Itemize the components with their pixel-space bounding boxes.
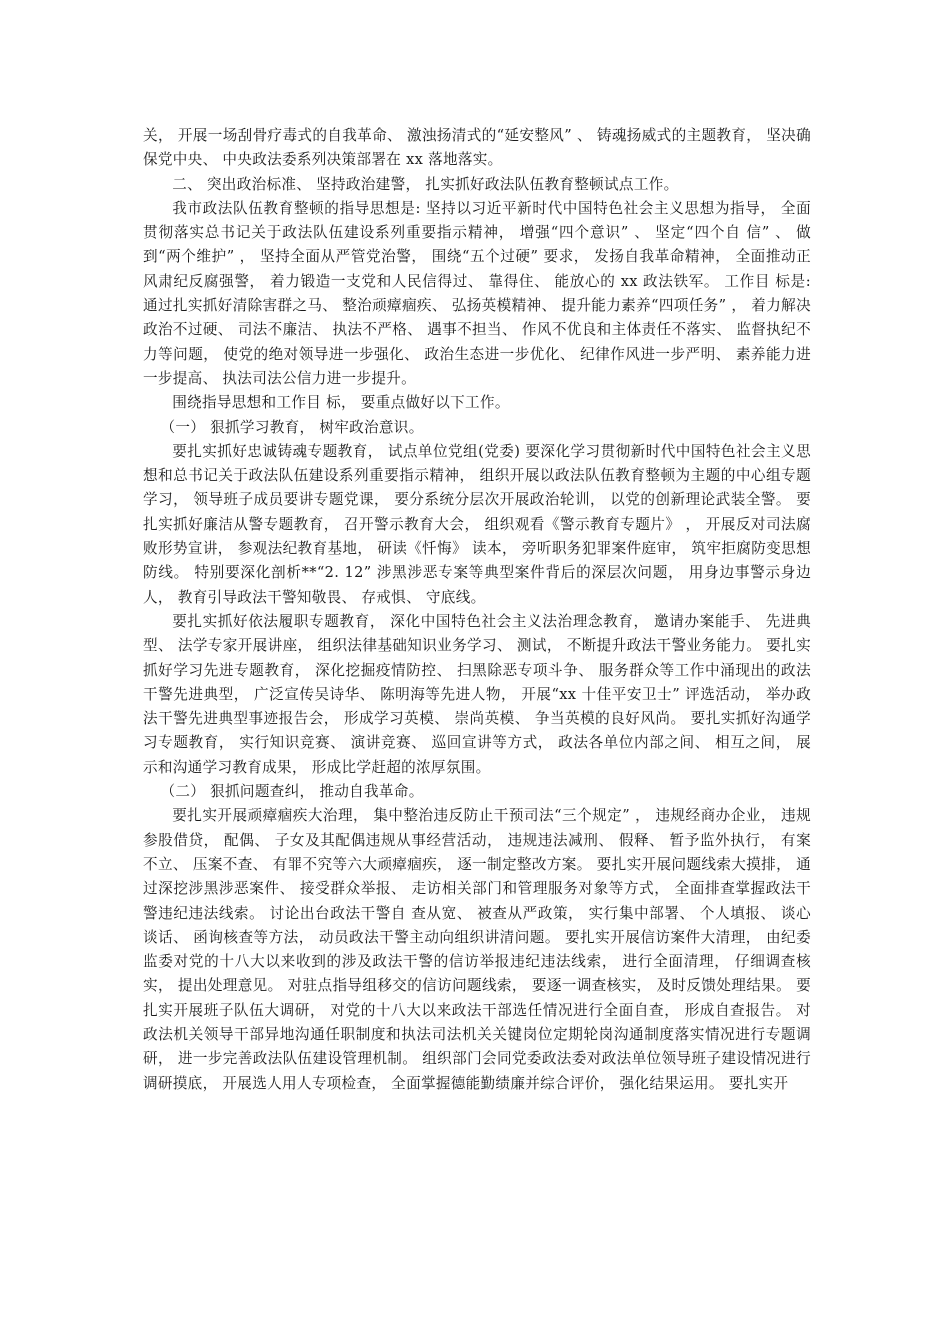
section-heading-2: 二、 突出政治标准、 坚持政治建警， 扎实抓好政法队伍教育整顿试点工作。 [172,175,679,193]
paragraph-duty-education: 要扎实抓好依法履职专题教育， 深化中国特色社会主义法治理念教育， 邀请办案能手、 先进典型、 法学专家开展讲座， 组织法律基础知识业务学习、 测试， 不断提升政法干警业务能力。 要扎实抓好学习先进专题教育， 深化挖掘疫情防控、 扫黑除恶专项斗争、 服务群众等工作中涌现出的政法干警先进典型， 广泛宣传吴诗华、 陈明海等先进人物， 开展“xx 十佳平安卫士” 评选活动， 举办政法干警先进典型事迹报告会， 形成学习英模、 崇尚英模、 争当英模的良好风尚。 要扎实抓好沟通学习专题教育， 实行知识竞赛、 演讲竞赛、 巡回宣讲等方式， 政法各单位内部之间、 相互之间， 展示和沟通学习教育成果， 形成比学赶超的浓厚氛围。 [143,612,811,776]
paragraph-problem-rectification: 要扎实开展顽瘴痼疾大治理， 集中整治违反防止干预司法“三个规定” ， 违规经商办企业， 违规参股借贷， 配偶、 子女及其配偶违规从事经营活动， 违规违法减刑、 假释、 暂予监外执行， 有案不立、 压案不查、 有罪不究等六大顽瘴痼疾， 逐一制定整改方案。 要扎实开展问题线索大摸排， 通过深挖涉黑涉恶案件、 接受群众举报、 走访相关部门和管理服务对象等方式， 全面排查掌握政法干警违纪违法线索。 讨论出台政法干警自 查从宽、 被查从严政策， 实行集中部署、 个人填报、 谈心谈话、 函询核查等方法， 动员政法干警主动向组织讲清问题。 要扎实开展信访案件大清理， 由纪委监委对党的十八大以来收到的涉及政法干警的信访举报违纪违法线索， 进行全面清理， 仔细调查核实， 提出处理意见。 对驻点指导组移交的信访问题线索， 要逐一调查核实， 及时反馈处理结果。 要扎实开展班子队伍大调研， 对党的十八大以来政法干部选任情况进行全面自查， 形成自查报告。 对政法机关领导干部异地沟通任职制度和执法司法机关关键岗位定期轮岗沟通制度落实情况进行专题调研， 进一步完善政法队伍建设管理机制。 组织部门会同党委政法委对政法单位领导班子建设情况进行调研摸底， 开展选人用人专项检查， 全面掌握德能勤绩廉并综合评价， 强化结果运用。 要扎实开 [143,807,811,1092]
paragraph-study-education: 要扎实抓好忠诚铸魂专题教育， 试点单位党组(党委) 要深化学习贯彻新时代中国特色社会主义思想和总书记关于政法队伍建设系列重要指示精神， 组织开展以政法队伍教育整顿为主题的中心组专题学习， 领导班子成员要讲专题党课， 要分系统分层次开展政治轮训， 以党的创新理论武装全警。 要扎实抓好廉洁从警专题教育， 召开警示教育大会， 组织观看《警示教育专题片》 ， 开展反对司法腐败形势宣讲， 参观法纪教育基地， 研读《忏悔》 读本， 旁听职务犯罪案件庭审， 筑牢拒腐防变思想防线。 特别要深化剖析**“2. 12” 涉黑涉恶专案等典型案件背后的深层次问题， 用身边事警示身边人， 教育引导政法干警知敬畏、 存戒惧、 守底线。 [143,442,811,606]
paragraph-guiding-thought: 我市政法队伍教育整顿的指导思想是: 坚持以习近平新时代中国特色社会主义思想为指导， 全面贯彻落实总书记关于政法队伍建设系列重要指示精神， 增强“四个意识” 、 坚定“四个自 信” 、 做到“两个维护” ， 坚持全面从严管党治警， 围绕“五个过硬” 要求， 发扬自我革命精神， 全面推动正风肃纪反腐强警， 着力锻造一支党和人民信得过、 靠得住、 能放心的 xx 政法铁军。 工作目 标是: 通过扎实抓好清除害群之马、 整治顽瘴痼疾、 弘扬英模精神、 提升能力素养“四项任务” ， 着力解决政治不过硬、 司法不廉洁、 执法不严格、 遇事不担当、 作风不优良和主体责任不落实、 监督执纪不力等问题， 使党的绝对领导进一步强化、 政治生态进一步优化、 纪律作风进一步严明、 素养能力进一步提高、 执法司法公信力进一步提升。 [143,199,811,387]
paragraph-work-intro: 围绕指导思想和工作目 标， 要重点做好以下工作。 [172,394,510,412]
document-body [143,124,811,1096]
subheading-1: （一） 狠抓学习教育， 树牢政治意识。 [160,418,424,436]
paragraph-1: 关， 开展一场刮骨疗毒式的自我革命、 激浊扬清式的“延安整风” 、 铸魂扬威式的主题教育， 坚决确保党中央、 中央政法委系列决策部署在 xx 落地落实。 [143,127,811,169]
subheading-2: （二） 狠抓问题查纠， 推动自我革命。 [160,783,424,801]
